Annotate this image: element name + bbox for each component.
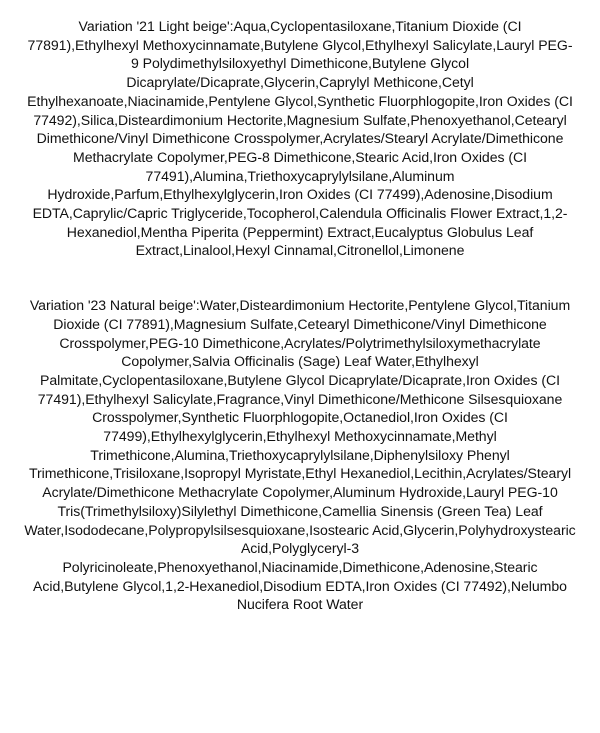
variation-21-light-beige-ingredients: Variation '21 Light beige':Aqua,Cyclopentasiloxane,Titanium Dioxide (CI 77891),Ethylhexyl Methoxycinnamate,Butylene Glycol,Ethylhexyl Salicylate,Lauryl PEG-9 Polydimethylsiloxyethyl Dimethicone,Butylene Glycol Dicaprylate/Dicaprate,Glycerin,Caprylyl Methicone,Cetyl Ethylhexanoate,Niacinamide,Pentylene Glycol,Synthetic Fluorphlogopite,Iron Oxides (CI 77492),Silica,Disteardimonium Hectorite,Magnesium Sulfate,Phenoxyethanol,Cetearyl Dimethicone/Vinyl Dimethicone Crosspolymer,Acrylates/Stearyl Acrylate/Dimethicone Methacrylate Copolymer,PEG-8 Dimethicone,Stearic Acid,Iron Oxides (CI 77491),Alumina,Triethoxycaprylylsilane,Aluminum Hydroxide,Parfum,Ethylhexylglycerin,Iron Oxides (CI 77499),Adenosine,Disodium EDTA,Caprylic/Capric Triglyceride,Tocopherol,Calendula Officinalis Flower Extract,1,2-Hexanediol,Mentha Piperita (Peppermint) Extract,Eucalyptus Globulus Leaf Extract,Linalool,Hexyl Cinnamal,Citronellol,Limonene [27, 18, 573, 259]
variation-23-natural-beige-ingredients: Variation '23 Natural beige':Water,Disteardimonium Hectorite,Pentylene Glycol,Titanium Dioxide (CI 77891),Magnesium Sulfate,Cetearyl Dimethicone/Vinyl Dimethicone Crosspolymer,PEG-10 Dimethicone,Acrylates/Polytrimethylsiloxymethacrylate Copolymer,Salvia Officinalis (Sage) Leaf Water,Ethylhexyl Palmitate,Cyclopentasiloxane,Butylene Glycol Dicaprylate/Dicaprate,Iron Oxides (CI 77491),Ethylhexyl Salicylate,Fragrance,Vinyl Dimethicone/Methicone Silsesquioxane Crosspolymer,Synthetic Fluorphlogopite,Octanediol,Iron Oxides (CI 77499),Ethylhexylglycerin,Ethylhexyl Methoxycinnamate,Methyl Trimethicone,Alumina,Triethoxycaprylylsilane,Diphenylsiloxy Phenyl Trimethicone,Trisiloxane,Isopropyl Myristate,Ethyl Hexanediol,Lecithin,Acrylates/Stearyl Acrylate/Dimethicone Methacrylate Copolymer,Aluminum Hydroxide,Lauryl PEG-10 Tris(Trimethylsiloxy)Silylethyl Dimethicone,Camellia Sinensis (Green Tea) Leaf Water,Isododecane,Polypropylsilsesquioxane,Isostearic Acid,Glycerin,Polyhydroxystearic Acid,Polyglyceryl-3 Polyricinoleate,Phenoxyethanol,Niacinamide,Dimethicone,Adenosine,Stearic Acid,Butylene Glycol,1,2-Hexanediol,Disodium EDTA,Iron Oxides (CI 77492),Nelumbo Nucifera Root Water [24, 297, 576, 613]
